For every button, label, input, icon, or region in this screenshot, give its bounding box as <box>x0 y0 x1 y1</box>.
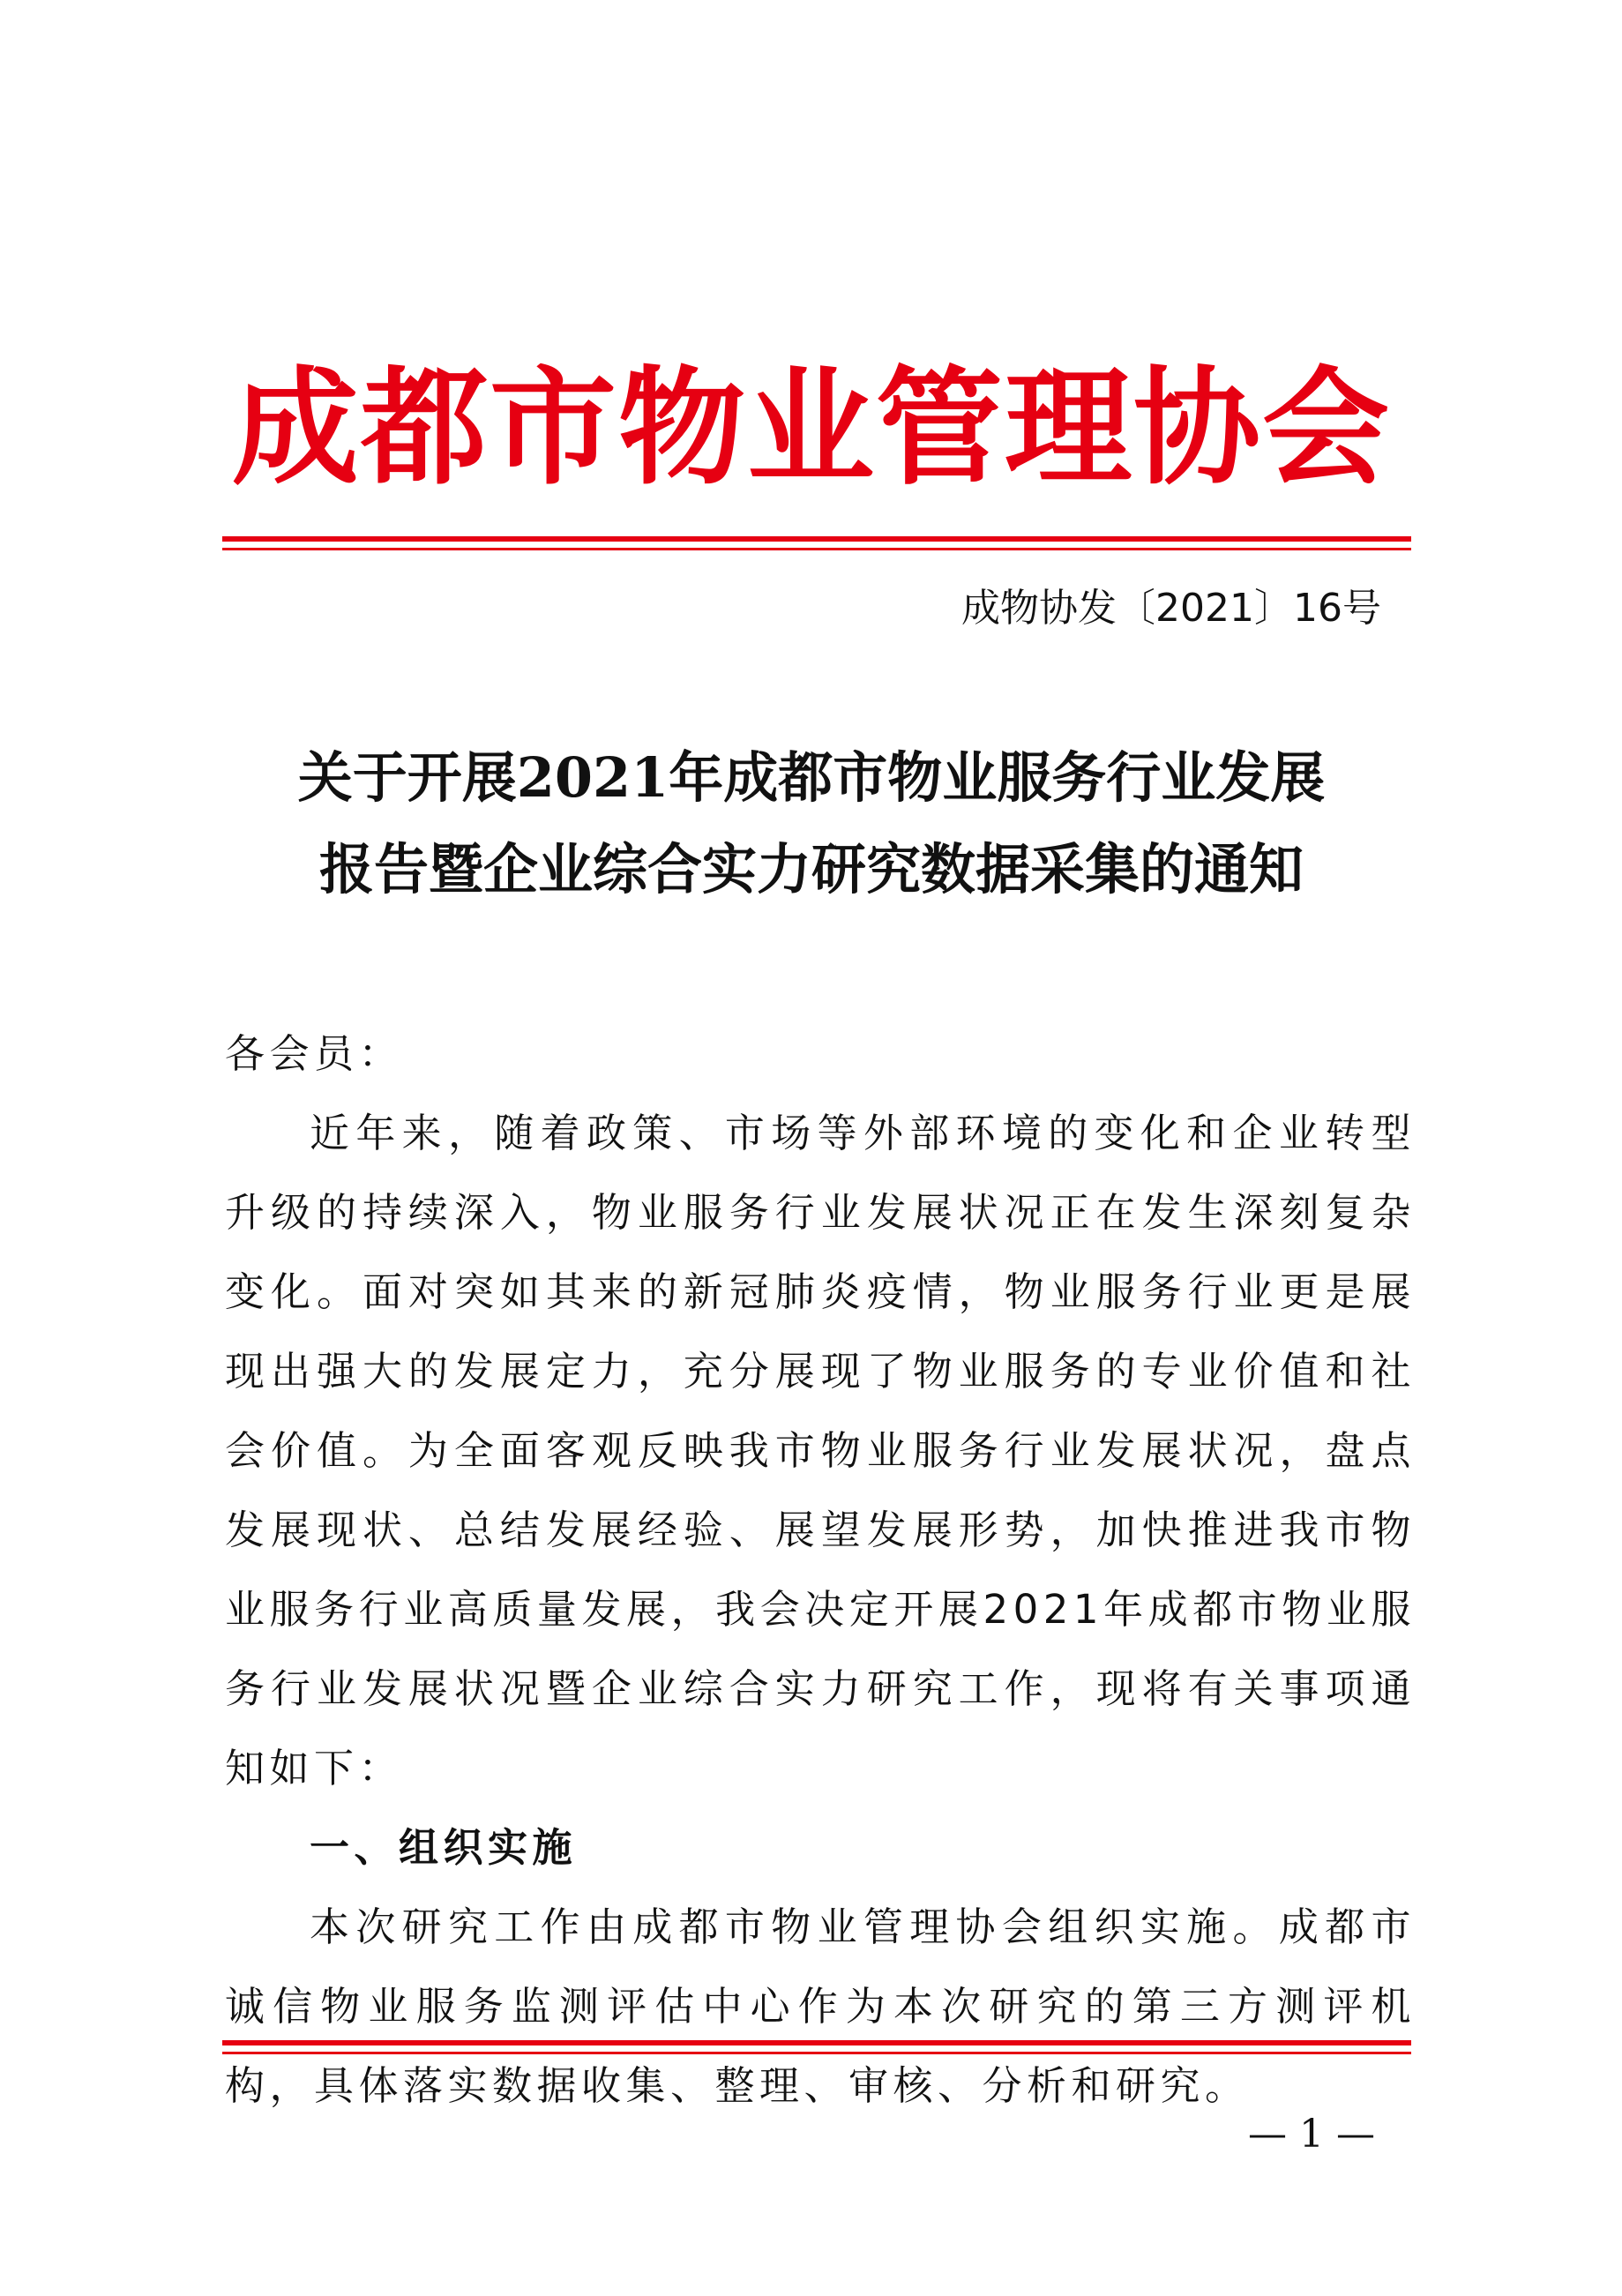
page-number: — 1 — <box>1248 2112 1375 2157</box>
section-heading-1: 一、组织实施 <box>310 1824 578 1871</box>
header-red-rule-thick <box>222 536 1411 542</box>
notice-title-line-1: 关于开展2021年成都市物业服务行业发展 <box>297 745 1326 810</box>
notice-title <box>221 732 1402 916</box>
salutation: 各会员： <box>225 1030 404 1077</box>
body-paragraph-2: 本次研究工作由成都市物业管理协会组织实施。成都市诚信物业服务监测评估中心作为本次研究的第三方测评机构，具体落实数据收集、整理、审核、分析和研究。 <box>225 1903 1416 2109</box>
org-name-heading: 成都市物业管理协会 <box>231 354 1391 502</box>
footer-red-rule-thick <box>222 2040 1411 2045</box>
body-paragraph-1: 近年来，随着政策、市场等外部环境的变化和企业转型升级的持续深入，物业服务行业发展状况正在发生深刻复杂变化。面对突如其来的新冠肺炎疫情，物业服务行业更是展现出强大的发展定力，充分展现了物业服务的专业价值和社会价值。为全面客观反映我市物业服务行业发展状况，盘点发展现状、总结发展经验、展望发展形势，加快推进我市物业服务行业高质量发展，我会决定开展2021年成都市物业服务行业发展状况暨企业综合实力研究工作，现将有关事项通知如下： <box>225 1110 1416 1791</box>
header-red-rule-thin <box>222 548 1411 550</box>
footer-red-rule-thin <box>222 2052 1411 2054</box>
document-number: 成物协发〔2021〕16号 <box>961 586 1381 631</box>
document-body <box>225 1014 1416 2126</box>
notice-title-line-2: 报告暨企业综合实力研究数据采集的通知 <box>318 837 1304 901</box>
